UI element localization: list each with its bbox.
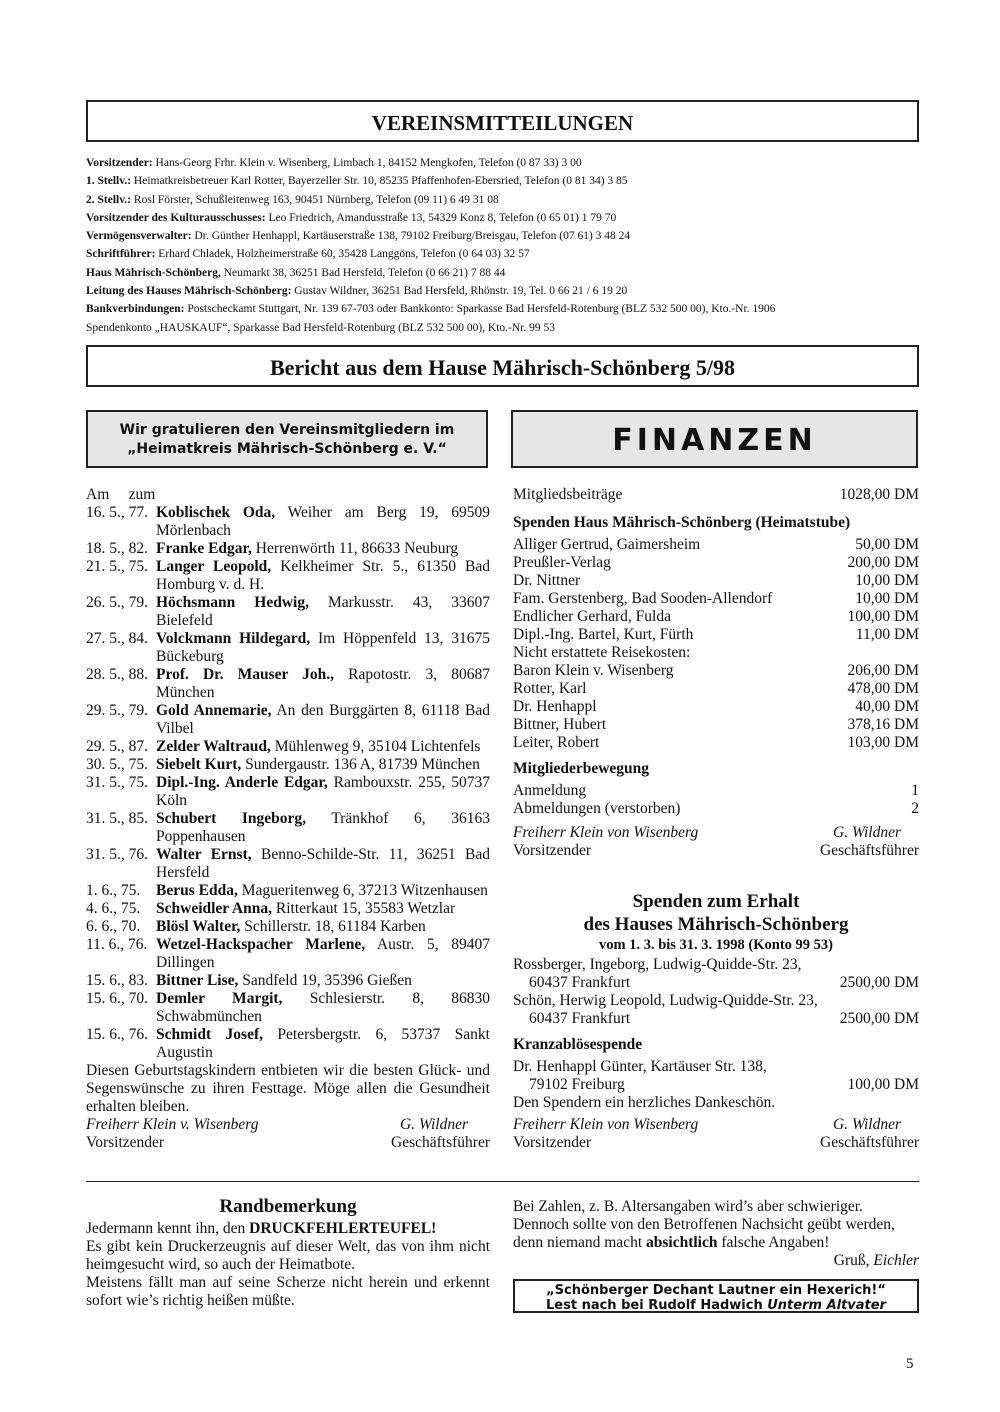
rand-title: Randbemerkung [219, 1196, 357, 1217]
spenden-title: Spenden Haus Mährisch-Schönberg (Heimatstube) [513, 514, 851, 531]
birthday-name: Blösl Walter, [156, 918, 241, 935]
bericht-header [86, 345, 919, 387]
birthday-address: Magueritenweg 6, 37213 Witzenhausen [237, 882, 488, 899]
vorstand-list [86, 154, 919, 337]
birthday-closing: Diesen Geburtstagskindern entbieten wir die besten Glück- und Segenswünsche zu ihren Festtage. Möge allen die Gesundheit erhalten bleiben. [86, 1062, 490, 1115]
birthday-entry [86, 702, 490, 738]
finanzen-column [513, 486, 919, 1152]
birthday-date: 15. 6., 76. [86, 1026, 148, 1043]
birthday-text [156, 738, 490, 756]
birthday-name: Schubert Ingeborg, [156, 810, 307, 827]
birthday-text [156, 900, 490, 918]
birthday-address: Mühlenweg 9, 35104 Lichtenfels [270, 738, 481, 755]
mitglied-row: Mitgliedsbeiträge 1028,00 DM [513, 486, 919, 503]
birthday-address: Rambouxstr. 255, 50737 Köln [156, 774, 490, 809]
reise-row-value: 478,00 DM [847, 680, 919, 697]
birthday-address: Ritterkaut 15, 35583 Wetzlar [272, 900, 456, 917]
signature: Freiherr Klein v. Wisenberg G. Wildner [86, 1116, 469, 1133]
birthday-date: 15. 6., 83. [86, 972, 148, 989]
vorstand-line: Vorsitzender des Kulturausschusses: Leo Friedrich, Amandusstraße 13, 54329 Konz 8, Telefon (0 65 01) 1 79 70 [86, 211, 617, 224]
birthday-entry [86, 756, 490, 774]
reise-row-value: 40,00 DM [855, 698, 919, 715]
vorstand-line: Vorsitzender: Hans-Georg Frhr. Klein v. Wisenberg, Limbach 1, 84152 Mengkofen, Telefon (0 87 33) 3 00 [86, 157, 582, 169]
birthday-name: Walter Ernst, [156, 846, 252, 863]
birthday-address: An den Burggärten 8, 61118 Bad Vilbel [156, 702, 491, 737]
erhalt-signature-roles: Vorsitzender Geschäftsführer [513, 1134, 919, 1151]
bewegung-row-label: Abmeldungen (verstorben) [513, 800, 681, 817]
birthday-address: Im Höppenfeld 13, 31675 Bückeburg [156, 630, 491, 665]
birthday-address: Rapotostr. 3, 80687 München [156, 666, 490, 701]
birthday-name: Schweidler Anna, [156, 900, 272, 917]
birthday-text [156, 972, 490, 990]
spenden-row [513, 536, 919, 554]
birthday-name: Höchsmann Hedwig, [156, 594, 309, 611]
vorstand-line: Spendenkonto „HAUSKAUF“, Sparkasse Bad Hersfeld-Rotenburg (BLZ 532 500 00), Kto.-Nr. 99 53 [86, 321, 555, 334]
am-label: Am zum [86, 486, 156, 503]
signature-roles: Vorsitzender Geschäftsführer [86, 1134, 490, 1151]
birthday-name: Langer Leopold, [156, 558, 272, 575]
birthday-address: Schillerstr. 18, 61184 Karben [240, 918, 426, 935]
birthday-date: 31. 5., 76. [86, 846, 148, 863]
birthday-name: Siebelt Kurt, [156, 756, 242, 773]
divider [86, 1181, 919, 1182]
reise-row [513, 662, 919, 680]
birthday-date: 18. 5., 82. [86, 540, 148, 557]
birthday-entry [86, 990, 490, 1026]
rand-p2: Es gibt kein Druckerzeugnis auf dieser Welt, das von ihm nicht heimgesucht wird, so auch der Heimatbote. [86, 1238, 490, 1273]
birthday-date: 4. 6., 75. [86, 900, 141, 917]
reise-row-label: Leiter, Robert [513, 734, 600, 751]
spenden-row-label: Dipl.-Ing. Bartel, Kurt, Fürth [513, 626, 694, 643]
birthday-name: Demler Margit, [156, 990, 283, 1007]
spenden-row-label: Endlicher Gerhard, Fulda [513, 608, 671, 625]
vorstand-line: 1. Stellv.: Heimatkreisbetreuer Karl Rotter, Bayerzeller Str. 10, 85235 Pfaffenhofen-Ebersried, Telefon (0 81 34) 3 85 [86, 175, 628, 188]
gratulation-box [86, 410, 488, 468]
birthday-text [156, 846, 490, 882]
spenden-row [513, 554, 919, 572]
birthday-date: 31. 5., 75. [86, 774, 148, 791]
birthday-header [86, 486, 490, 504]
spenden-row-value: 10,00 DM [855, 590, 919, 607]
birthday-date: 29. 5., 79. [86, 702, 148, 719]
bewegung-row [513, 800, 919, 818]
birthday-name: Wetzel-Hackspacher Marlene, [156, 936, 366, 953]
spenden-row [513, 590, 919, 608]
birthday-text [156, 702, 490, 738]
birthday-entry [86, 846, 490, 882]
gruss: Gruß, Eichler [833, 1252, 919, 1269]
zahlen-line: denn niemand macht absichtlich falsche Angaben! [513, 1234, 830, 1251]
bewegung-row [513, 782, 919, 800]
vorstand-line: Haus Mährisch-Schönberg, Neumarkt 38, 36251 Bad Hersfeld, Telefon (0 66 21) 7 88 44 [86, 266, 506, 279]
zahlen-note [513, 1198, 919, 1270]
birthday-text [156, 504, 490, 540]
spenden-row-value: 50,00 DM [855, 536, 919, 553]
rand-p3: Meistens fällt man auf seine Scherze nicht herein und erkennt sofort wie’s richtig heißen müßte. [86, 1274, 490, 1309]
birthday-name: Volckmann Hildegard, [156, 630, 311, 647]
bewegung-row-value: 2 [911, 800, 919, 817]
birthday-name: Zelder Waltraud, [156, 738, 271, 755]
dank: Den Spendern ein herzliches Dankeschön. [513, 1094, 776, 1111]
birthday-date: 21. 5., 75. [86, 558, 148, 575]
reise-row-label: Bittner, Hubert [513, 716, 607, 733]
birthday-date: 30. 5., 75. [86, 756, 148, 773]
reise-row [513, 680, 919, 698]
birthday-text [156, 810, 490, 846]
birthday-address: Sandfeld 19, 35396 Gießen [238, 972, 412, 989]
vorstand-line: Leitung des Hauses Mährisch-Schönberg: Gustav Wildner, 36251 Bad Hersfeld, Rhönstr. 19, Tel. 0 66 21 / 6 19 20 [86, 285, 628, 298]
birthday-entry [86, 918, 490, 936]
birthday-text [156, 1026, 490, 1062]
spenden-row [513, 572, 919, 590]
vereinsmitteilungen-header [86, 100, 919, 142]
zahlen-line: Bei Zahlen, z. B. Altersangaben wird’s aber schwieriger. [513, 1198, 863, 1215]
birthday-text [156, 540, 490, 558]
reise-row [513, 698, 919, 716]
spenden-row-label: Alliger Gertrud, Gaimersheim [513, 536, 701, 553]
birthday-date: 15. 6., 70. [86, 990, 148, 1007]
birthday-entry [86, 594, 490, 630]
spenden-row [513, 608, 919, 626]
fin-signature: Freiherr Klein von Wisenberg G. Wildner [513, 824, 902, 841]
birthday-address: Tränkhof 6, 36163 Poppenhausen [156, 810, 490, 845]
gratulation-line: Wir gratulieren den Vereinsmitgliedern im [119, 422, 455, 438]
birthday-address: Austr. 5, 89407 Dillingen [156, 936, 491, 971]
birthday-entry [86, 558, 490, 594]
spenden-row-label: Dr. Nittner [513, 572, 581, 589]
birthday-date: 26. 5., 79. [86, 594, 148, 611]
birthday-text [156, 936, 490, 972]
birthday-column [86, 486, 490, 1152]
birthday-date: 16. 5., 77. [86, 504, 148, 521]
birthday-entry [86, 1026, 490, 1062]
birthday-address: Herrenwörth 11, 86633 Neuburg [251, 540, 459, 557]
birthday-text [156, 666, 490, 702]
birthday-date: 6. 6., 70. [86, 918, 141, 935]
birthday-address: Schlesierstr. 8, 86830 Schwabmünchen [156, 990, 490, 1025]
birthday-entry [86, 504, 490, 540]
birthday-text [156, 558, 490, 594]
finanzen-title: FINANZEN [612, 423, 817, 458]
page-number: 5 [906, 1356, 914, 1372]
birthday-address: Sundergaustr. 136 A, 81739 München [241, 756, 480, 773]
bericht-title: Bericht aus dem Hause Mährisch-Schönberg 5/98 [269, 355, 736, 380]
kranz-entry: Dr. Henhappl Günter, Kartäuser Str. 138, 79102 Freiburg 100,00 DM [513, 1058, 919, 1093]
reise-row-label: Baron Klein v. Wisenberg [513, 662, 674, 679]
fin-signature-roles: Vorsitzender Geschäftsführer [513, 842, 919, 859]
birthday-date: 31. 5., 85. [86, 810, 148, 827]
gratulation-line: „Heimatkreis Mährisch-Schönberg e. V.“ [127, 441, 447, 457]
erhalt-range: vom 1. 3. bis 31. 3. 1998 (Konto 99 53) [598, 937, 834, 953]
kranz-title: Kranzablösespende [513, 1036, 643, 1053]
birthday-text [156, 882, 490, 900]
birthday-address: Benno-Schilde-Str. 11, 36251 Bad Hersfeld [156, 846, 490, 881]
reise-row-label: Rotter, Karl [513, 680, 587, 697]
birthday-name: Prof. Dr. Mauser Joh., [156, 666, 335, 683]
dechant-box [513, 1279, 919, 1313]
birthday-entry [86, 774, 490, 810]
birthday-text [156, 594, 490, 630]
header-title: VEREINSMITTEILUNGEN [371, 111, 634, 135]
erhalt-title-1: Spenden zum Erhalt [632, 891, 800, 912]
birthday-name: Franke Edgar, [156, 540, 252, 557]
reise-row-value: 103,00 DM [847, 734, 919, 751]
zahlen-line: Dennoch sollte von den Betroffenen Nachsicht geübt werden, [513, 1216, 895, 1233]
birthday-entry [86, 972, 490, 990]
birthday-text [156, 990, 490, 1026]
reise-row-value: 206,00 DM [847, 662, 919, 679]
birthday-entry [86, 738, 490, 756]
vorstand-line: Schriftführer: Erhard Chladek, Holzheimerstraße 60, 35428 Langgöns, Telefon (0 64 03) 32 57 [86, 248, 530, 261]
birthday-date: 29. 5., 87. [86, 738, 148, 755]
spenden-row-label: Preußler-Verlag [513, 554, 611, 571]
reise-row-label: Dr. Henhappl [513, 698, 597, 715]
birthday-date: 1. 6., 75. [86, 882, 141, 899]
birthday-address: Weiher am Berg 19, 69509 Mörlenbach [156, 504, 491, 539]
birthday-date: 11. 6., 76. [86, 936, 148, 953]
birthday-address: Kelkheimer Str. 5., 61350 Bad Homburg v. d. H. [156, 558, 490, 593]
spenden-row-value: 11,00 DM [855, 626, 919, 643]
dechant-line: „Schönberger Dechant Lautner ein Hexerich!“ [546, 1283, 886, 1298]
birthday-entry [86, 900, 490, 918]
birthday-address: Petersbergstr. 6, 53737 Sankt Augustin [156, 1026, 490, 1061]
birthday-entry [86, 936, 490, 972]
birthday-name: Dipl.-Ing. Anderle Edgar, [156, 774, 328, 791]
erhalt-entry: Schön, Herwig Leopold, Ludwig-Quidde-Str. 23, 60437 Frankfurt 2500,00 DM [513, 992, 919, 1027]
birthday-date: 28. 5., 88. [86, 666, 148, 683]
birthday-entry [86, 630, 490, 666]
birthday-address: Markusstr. 43, 33607 Bielefeld [156, 594, 490, 629]
vorstand-line: Bankverbindungen: Postscheckamt Stuttgart, Nr. 139 67-703 oder Bankkonto: Sparkasse Bad Hersfeld-Rotenburg (BLZ 532 500 00), Kto.-Nr. 1906 [86, 303, 776, 316]
birthday-name: Berus Edda, [156, 882, 238, 899]
birthday-name: Koblischek Oda, [156, 504, 276, 521]
birthday-entry [86, 666, 490, 702]
reise-label: Nicht erstattete Reisekosten: [513, 644, 691, 661]
dechant-line: Lest nach bei Rudolf Hadwich Unterm Altvater [546, 1298, 886, 1313]
spenden-row-value: 100,00 DM [847, 608, 919, 625]
birthday-name: Gold Annemarie, [156, 702, 272, 719]
birthday-text [156, 630, 490, 666]
erhalt-section [513, 890, 919, 1152]
birthday-name: Schmidt Josef, [156, 1026, 263, 1043]
finanzen-box [511, 410, 918, 468]
spenden-row-value: 200,00 DM [847, 554, 919, 571]
birthday-text [156, 756, 490, 774]
erhalt-title-2: des Hauses Mährisch-Schönberg [583, 914, 849, 935]
spenden-row-value: 10,00 DM [855, 572, 919, 589]
birthday-entry [86, 540, 490, 558]
birthday-text [156, 774, 490, 810]
bewegung-row-value: 1 [911, 782, 919, 799]
birthday-entry [86, 810, 490, 846]
erhalt-entry: Rossberger, Ingeborg, Ludwig-Quidde-Str. 23, 60437 Frankfurt 2500,00 DM [513, 956, 919, 991]
spenden-row [513, 626, 919, 644]
vorstand-line: 2. Stellv.: Rosl Förster, Schußleitenweg 163, 90451 Nürnberg, Telefon (09 11) 6 49 31 08 [86, 193, 499, 206]
reise-row [513, 734, 919, 752]
reise-row-value: 378,16 DM [847, 716, 919, 733]
bewegung-row-label: Anmeldung [513, 782, 587, 799]
vorstand-line: Vermögensverwalter: Dr. Günther Henhappl, Kartäuserstraße 138, 79102 Freiburg/Breisgau, Telefon (07 61) 3 48 24 [86, 230, 631, 243]
randbemerkung [86, 1198, 490, 1310]
birthday-name: Bittner Lise, [156, 972, 239, 989]
birthday-date: 27. 5., 84. [86, 630, 148, 647]
erhalt-signature: Freiherr Klein von Wisenberg G. Wildner [513, 1116, 902, 1133]
spenden-row-label: Fam. Gerstenberg, Bad Sooden-Allendorf [513, 590, 773, 607]
birthday-text [156, 918, 490, 936]
reise-row [513, 716, 919, 734]
birthday-entry [86, 882, 490, 900]
rand-intro: Jedermann kennt ihn, den DRUCKFEHLERTEUFEL! [86, 1220, 437, 1237]
bewegung-title: Mitgliederbewegung [513, 760, 650, 777]
